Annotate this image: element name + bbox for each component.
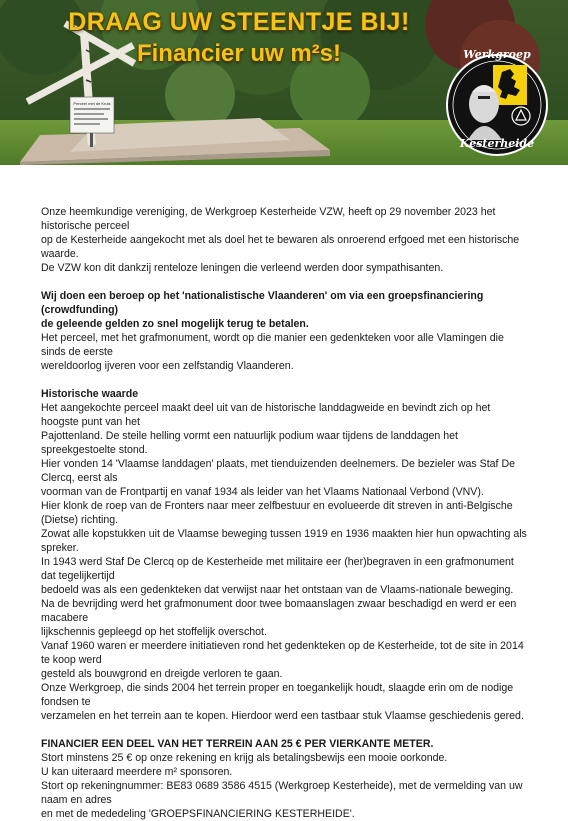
appeal-paragraph bbox=[41, 289, 529, 373]
headline-primary: DRAAG UW STEENTJE BIJ! bbox=[68, 8, 410, 36]
history-line: Vanaf 1960 waren er meerdere initiatieven rond het gedenkteken op de Kesterheide, tot de site in 2014 te koop werd bbox=[41, 640, 524, 666]
history-line: bedoeld was als een gedenkteken dat verwijst naar het ontstaan van de Vlaams-nationale beweging. bbox=[41, 584, 514, 596]
financing-section bbox=[41, 737, 529, 821]
header-banner bbox=[0, 0, 568, 165]
article-body bbox=[41, 205, 529, 821]
history-heading: Historische waarde bbox=[41, 388, 139, 400]
appeal-bold-line: de geleende gelden zo snel mogelijk terug te betalen. bbox=[41, 318, 309, 330]
financing-line: Stort op rekeningnummer: BE83 0689 3586 4515 (Werkgroep Kesterheide), met de vermelding van uw naam en adres bbox=[41, 780, 523, 806]
intro-line: Onze heemkundige vereniging, de Werkgroep Kesterheide VZW, heeft op 29 november 2023 het historische perceel bbox=[41, 206, 496, 232]
history-line: Na de bevrijding werd het grafmonument door twee bomaanslagen zwaar beschadigd en werd er een macabere bbox=[41, 598, 517, 624]
logo-text-top: Werkgroep bbox=[463, 48, 531, 61]
appeal-line: wereldoorlog ijveren voor een zelfstandig Vlaanderen. bbox=[41, 360, 294, 372]
financing-line: Stort minstens 25 € op onze rekening en krijg als betalingsbewijs een mooie oorkonde. bbox=[41, 752, 448, 764]
history-line: verzamelen en het terrein aan te kopen. Hierdoor werd een tastbaar stuk Vlaamse geschiedenis gered. bbox=[41, 710, 524, 722]
history-line: Onze Werkgroep, die sinds 2004 het terrein proper en toegankelijk houdt, slaagde erin om de nodige fondsen te bbox=[41, 682, 514, 708]
history-line: Het aangekochte perceel maakt deel uit van de historische landdagweide en bevindt zich op het hoogste punt van het bbox=[41, 402, 491, 428]
appeal-line: Het perceel, met het grafmonument, wordt op die manier een gedenkteken voor alle Vlamingen die sinds de eerste bbox=[41, 332, 504, 358]
history-line: Hier klonk de roep van de Fronters naar meer zelfbestuur en evolueerde dit streven in anti-Belgische (Dietse) richting. bbox=[41, 500, 513, 526]
headline-secondary: Financier uw m²s! bbox=[136, 40, 342, 67]
history-line: gesteld als bouwgrond en dreigde verloren te gaan. bbox=[41, 668, 283, 680]
intro-line: De VZW kon dit dankzij renteloze leningen die verleend werden door sympathisanten. bbox=[41, 262, 444, 274]
history-line: In 1943 werd Staf De Clercq op de Kesterheide met militaire eer (her)begraven in een grafmonument dat tegelijkertijd bbox=[41, 556, 514, 582]
history-line: Pajottenland. De steile helling vormt een natuurlijk podium waar tijdens de landdagen het spreekgestoelte stond. bbox=[41, 430, 458, 456]
intro-line: op de Kesterheide aangekocht met als doel het te bewaren als onroerend erfgoed met een historische waarde. bbox=[41, 234, 520, 260]
financing-line: en met de mededeling 'GROEPSFINANCIERING KESTERHEIDE'. bbox=[41, 808, 355, 820]
appeal-bold-line: Wij doen een beroep op het 'nationalistische Vlaanderen' om via een groepsfinanciering (crowdfunding) bbox=[41, 290, 484, 316]
history-section bbox=[41, 387, 529, 723]
history-line: lijkschennis gepleegd op het stoffelijk overschot. bbox=[41, 626, 267, 638]
logo-text-bottom: Kesterheide bbox=[459, 137, 535, 150]
financing-heading: FINANCIER EEN DEEL VAN HET TERREIN AAN 25 € PER VIERKANTE METER. bbox=[41, 738, 434, 750]
history-line: Hier vonden 14 'Vlaamse landdagen' plaats, met tienduizenden deelnemers. De bezieler was Staf De Clercq, eerst als bbox=[41, 458, 515, 484]
intro-paragraph bbox=[41, 205, 529, 275]
financing-line: U kan uiteraard meerdere m² sponsoren. bbox=[41, 766, 233, 778]
plaque-title: Perceel met de Kruis bbox=[73, 101, 111, 106]
werkgroep-logo bbox=[446, 44, 548, 165]
history-line: voorman van de Frontpartij en vanaf 1934 als leider van het Vlaams Nationaal Verbond (VNV). bbox=[41, 486, 484, 498]
history-line: Zowat alle kopstukken uit de Vlaamse beweging tussen 1919 en 1936 maakten hier hun opwachting als spreker. bbox=[41, 528, 527, 554]
